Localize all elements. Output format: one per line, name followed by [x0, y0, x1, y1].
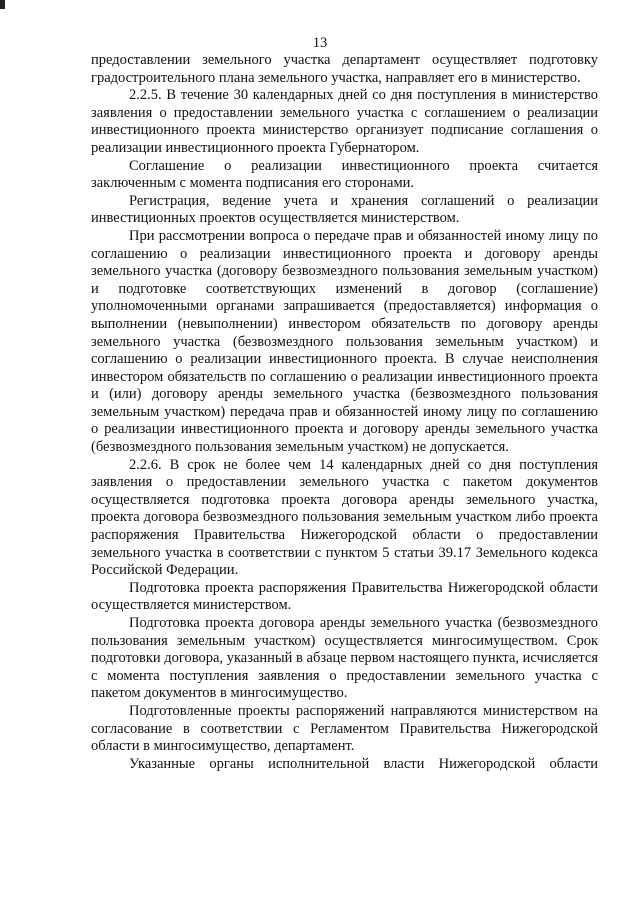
scan-corner-mark [0, 0, 5, 9]
page-number: 13 [312, 35, 328, 51]
paragraph-continuation: предоставлении земельного участка департамент осуществляет подготовку градостроительного плана земельного участка, направляет его в министерство. [91, 52, 598, 86]
paragraph-approval: Подготовленные проекты распоряжений направляются министерством на согласование в соответствии с Регламентом Правительства Нижегородской области в мингосимущество, департамент. [91, 702, 598, 755]
paragraph-registration: Регистрация, ведение учета и хранения соглашений о реализации инвестиционных проектов осуществляется министерством. [91, 192, 598, 227]
paragraph-2-2-6: 2.2.6. В срок не более чем 14 календарных дней со дня поступления заявления о предоставлении земельного участка с пакетом документов осуществляется подготовка проекта договора аренды земельного участка, проекта договора безвозмездного пользования земельным участком либо проекта распоряжения Правительства Нижегородской области о предоставлении земельного участка в соответствии с пунктом 5 статьи 39.17 Земельного кодекса Российской Федерации. [91, 456, 598, 579]
paragraph-transfer-of-rights: При рассмотрении вопроса о передаче прав и обязанностей иному лицу по соглашению о реализации инвестиционного проекта и договору аренды земельного участка (договору безвозмездного пользования земельным участком) и подготовке соответствующих изменений в договор (соглашение) уполномоченными органами запрашивается (предоставляется) информация о выполнении (невыполнении) инвестором обязательств по договору аренды земельного участка (безвозмездного пользования земельным участком) и соглашению о реализации инвестиционного проекта. В случае неисполнения инвестором обязательств по соглашению о реализации инвестиционного проекта и (или) договору аренды земельного участка (безвозмездного пользования земельным участком) передача прав и обязанностей иному лицу по соглашению о реализации инвестиционного проекта и договору аренды земельного участка (безвозмездного пользования земельным участком) не допускается. [91, 227, 598, 456]
paragraph-agreement-concluded: Соглашение о реализации инвестиционного проекта считается заключенным с момента подписания его сторонами. [91, 157, 598, 192]
paragraph-2-2-5: 2.2.5. В течение 30 календарных дней со дня поступления в министерство заявления о предоставлении земельного участка с соглашением о реализации инвестиционного проекта министерство организует подписание соглашения о реализации инвестиционного проекта Губернатором. [91, 87, 598, 156]
paragraph-order-preparation: Подготовка проекта распоряжения Правительства Нижегородской области осуществляется министерством. [91, 579, 598, 614]
paragraph-executive-bodies: Указанные органы исполнительной власти Нижегородской области [129, 755, 598, 772]
document-body [91, 52, 598, 773]
paragraph-lease-preparation: Подготовка проекта договора аренды земельного участка (безвозмездного пользования земельным участком) осуществляется мингосимуществом. Срок подготовки договора, указанный в абзаце первом настоящего пункта, исчисляется с момента поступления заявления о предоставлении земельного участка с пакетом документов в мингосимущество. [91, 615, 598, 702]
